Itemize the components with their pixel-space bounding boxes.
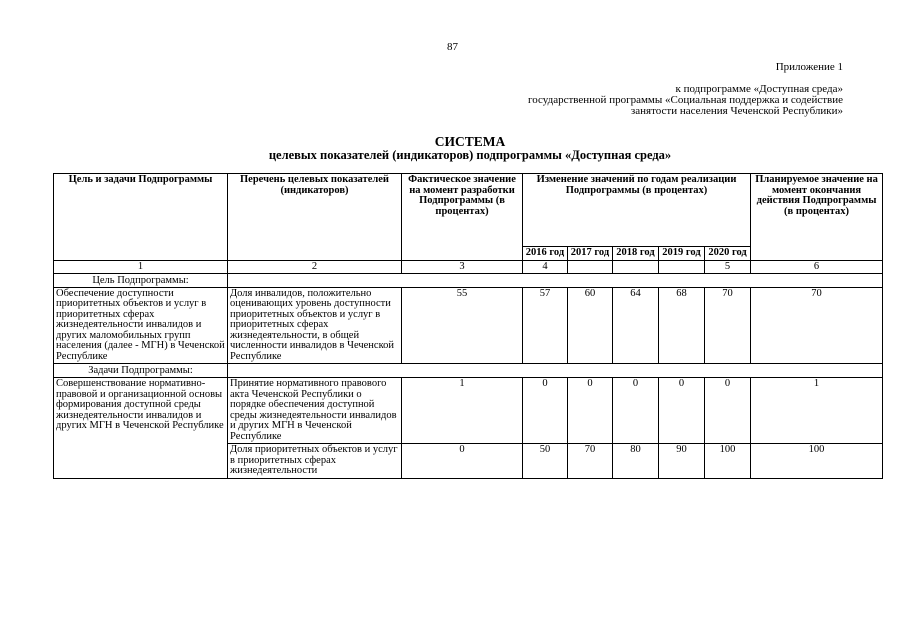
appendix-line-1: к подпрограмме «Доступная среда»: [675, 83, 843, 95]
row-year-2019: 90: [659, 444, 705, 479]
row-year-2016: 57: [523, 287, 568, 364]
row-year-2017: 60: [568, 287, 613, 364]
column-number: [659, 260, 705, 273]
row-goal: Обеспечение доступности приоритетных объектов и услуг в приоритетных сферах жизнедеятельности инвалидов и других маломобильных групп населения (далее - МГН) в Чеченской Республике: [54, 287, 228, 364]
row-year-2017: 70: [568, 444, 613, 479]
row-year-2018: 0: [613, 378, 659, 444]
row-goal: Совершенствование нормативно-правовой и организационной основы формирования доступной среды жизнедеятельности инвалидов и других МГН в Чеченской Республике: [54, 378, 228, 479]
row-year-2020: 70: [705, 287, 751, 364]
column-number-row: [54, 260, 883, 273]
section-tasks-label: Задачи Подпрограммы:: [54, 364, 228, 378]
column-number: 3: [402, 260, 523, 273]
row-year-2020: 0: [705, 378, 751, 444]
column-number: 1: [54, 260, 228, 273]
header-change: Изменение значений по годам реализации Подпрограммы (в процентах): [523, 174, 751, 247]
row-planned: 100: [751, 444, 883, 479]
row-year-2018: 64: [613, 287, 659, 364]
row-year-2016: 0: [523, 378, 568, 444]
row-actual: 0: [402, 444, 523, 479]
row-actual: 1: [402, 378, 523, 444]
appendix-line-3: занятости населения Чеченской Республики»: [630, 105, 843, 117]
header-row: [54, 174, 883, 247]
row-indicator: Доля инвалидов, положительно оценивающих уровень доступности приоритетных объектов и услуг в приоритетных сферах жизнедеятельности, в общей численности инвалидов в Чеченской Республике: [228, 287, 402, 364]
row-actual: 55: [402, 287, 523, 364]
column-number: 6: [751, 260, 883, 273]
column-number: [568, 260, 613, 273]
row-indicator: Принятие нормативного правового акта Чеченской Республики о порядке обеспечения доступной среды жизнедеятельности инвалидов и других МГН в Чеченской Республике: [228, 378, 402, 444]
header-year-2016: 2016 год: [523, 247, 568, 261]
document-title: СИСТЕМА: [434, 134, 506, 149]
header-year-2018: 2018 год: [613, 247, 659, 261]
table-row: [54, 378, 883, 444]
row-year-2019: 68: [659, 287, 705, 364]
row-year-2016: 50: [523, 444, 568, 479]
column-number: [613, 260, 659, 273]
row-year-2017: 0: [568, 378, 613, 444]
row-planned: 1: [751, 378, 883, 444]
header-year-2020: 2020 год: [705, 247, 751, 261]
row-year-2020: 100: [705, 444, 751, 479]
appendix-title: Приложение 1: [775, 61, 843, 73]
table-row: [54, 287, 883, 364]
appendix-line-2: государственной программы «Социальная поддержка и содействие: [528, 94, 843, 106]
header-planned: Планируемое значение на момент окончания действия Подпрограммы (в процентах): [751, 174, 883, 261]
row-year-2019: 0: [659, 378, 705, 444]
header-indicators: Перечень целевых показателей (индикаторов): [228, 174, 402, 261]
row-year-2018: 80: [613, 444, 659, 479]
column-number: 5: [705, 260, 751, 273]
page-number: 87: [447, 41, 458, 53]
indicators-table: [53, 173, 883, 479]
header-year-2017: 2017 год: [568, 247, 613, 261]
header-actual: Фактическое значение на момент разработки Подпрограммы (в процентах): [402, 174, 523, 261]
header-year-2019: 2019 год: [659, 247, 705, 261]
section-goal-row: [54, 273, 883, 287]
section-tasks-row: [54, 364, 883, 378]
column-number: 4: [523, 260, 568, 273]
column-number: 2: [228, 260, 402, 273]
section-goal-label: Цель Подпрограммы:: [54, 273, 228, 287]
row-planned: 70: [751, 287, 883, 364]
row-indicator: Доля приоритетных объектов и услуг в приоритетных сферах жизнедеятельности: [228, 444, 402, 479]
header-goal: Цель и задачи Подпрограммы: [54, 174, 228, 261]
document-subtitle: целевых показателей (индикаторов) подпрограммы «Доступная среда»: [268, 148, 672, 162]
